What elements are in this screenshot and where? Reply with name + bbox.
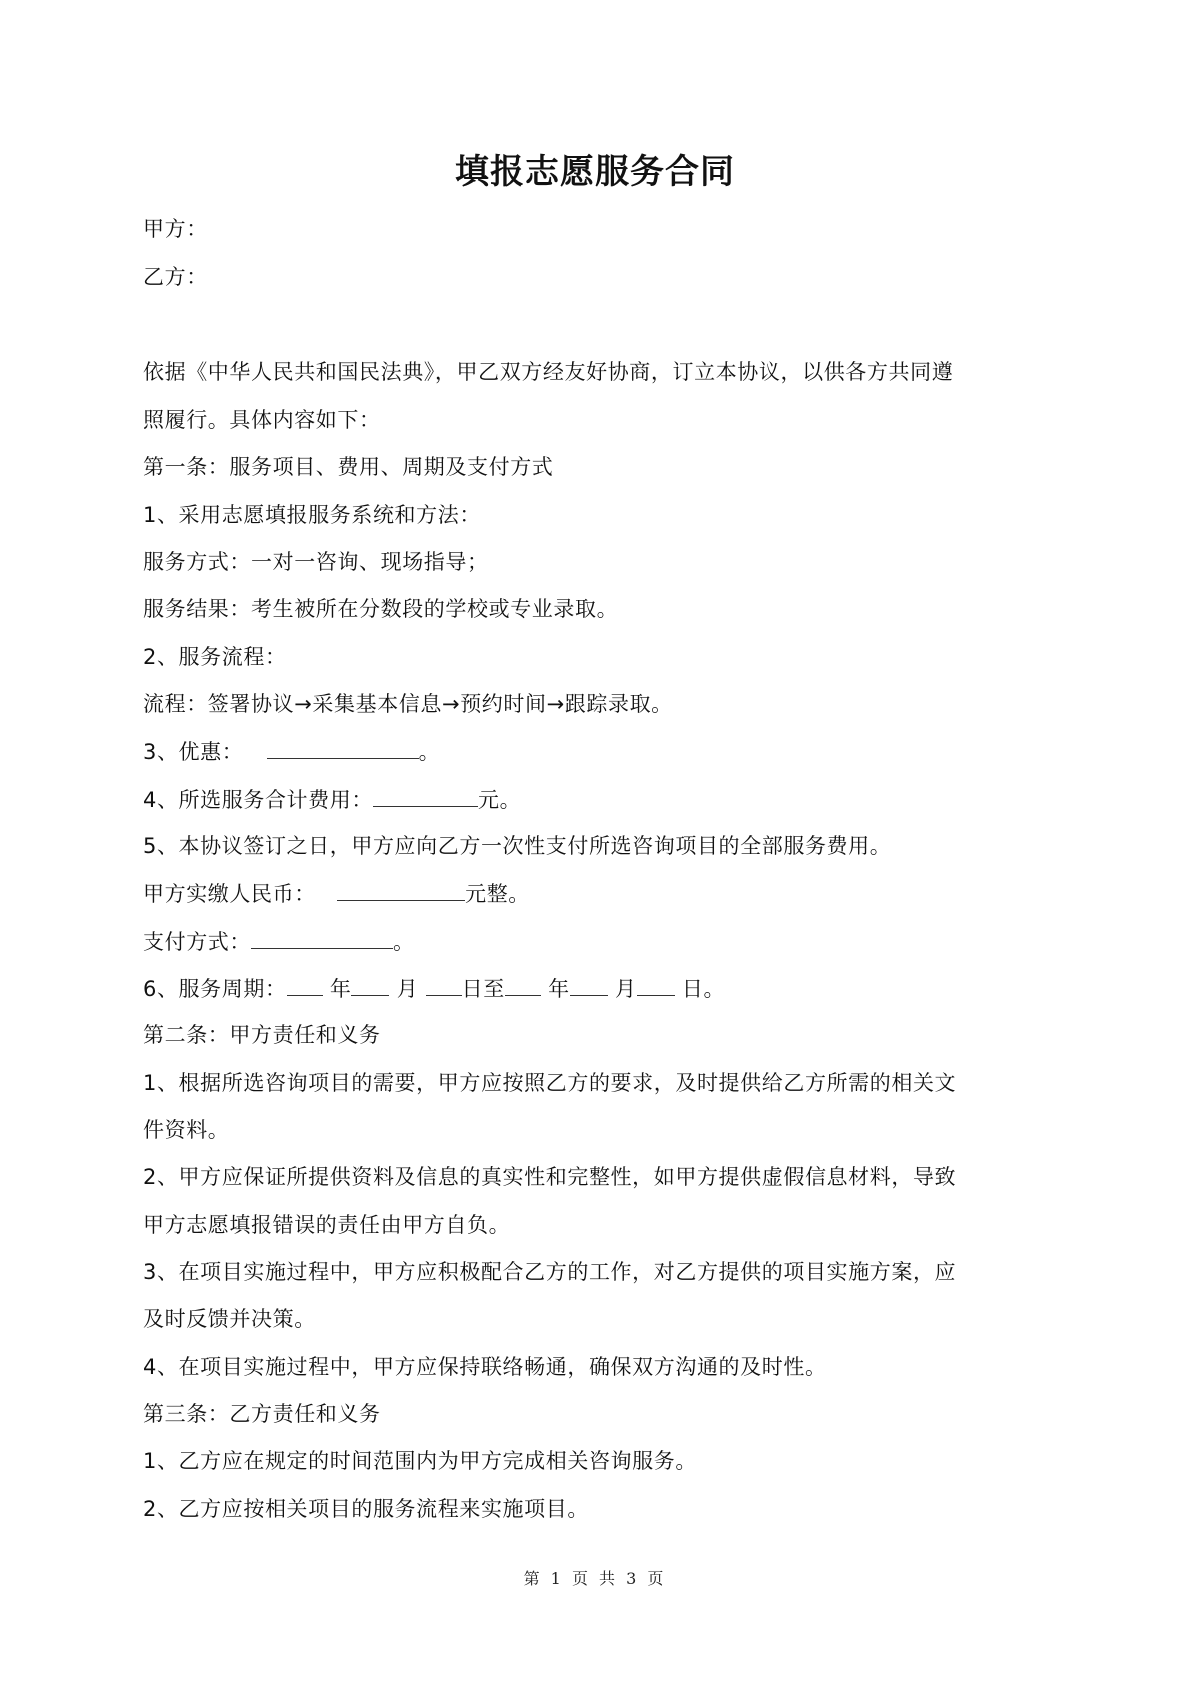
- total-fee-line: [143, 784, 521, 815]
- payment-method-label: 支付方式：: [143, 930, 251, 954]
- day-to-label: 日至: [461, 977, 505, 1001]
- service-method: 服务方式：一对一咨询、现场指导；: [143, 550, 489, 574]
- article1-item5: 5、本协议签订之日，甲方应向乙方一次性支付所选咨询项目的全部服务费用。: [143, 834, 892, 858]
- discount-end: 。: [418, 740, 441, 764]
- article3-heading: 第三条：乙方责任和义务: [143, 1402, 381, 1426]
- paid-amount-blank[interactable]: [337, 878, 465, 901]
- day-label: 日。: [681, 977, 726, 1001]
- end-year-blank[interactable]: [505, 973, 541, 996]
- service-period-label: 6、服务周期：: [143, 977, 287, 1001]
- article2-item1-line1: 1、根据所选咨询项目的需要，甲方应按照乙方的要求，及时提供给乙方所需的相关文: [143, 1071, 957, 1095]
- service-result: 服务结果：考生被所在分数段的学校或专业录取。: [143, 597, 619, 621]
- party-a-line: 甲方：: [143, 217, 208, 241]
- paid-amount-line: [143, 878, 530, 909]
- discount-line: [143, 736, 440, 767]
- service-period-line: [143, 973, 725, 1004]
- payment-method-blank[interactable]: [251, 926, 393, 949]
- intro-line-1: 依据《中华人民共和国民法典》，甲乙双方经友好协商，订立本协议，以供各方共同遵: [143, 360, 954, 384]
- month-label: 月: [396, 977, 419, 1001]
- total-fee-blank[interactable]: [373, 784, 478, 807]
- end-month-blank[interactable]: [570, 973, 608, 996]
- intro-line-2: 照履行。具体内容如下：: [143, 408, 381, 432]
- party-b-line: 乙方：: [143, 265, 208, 289]
- article2-item4: 4、在项目实施过程中，甲方应保持联络畅通，确保双方沟通的及时性。: [143, 1355, 827, 1379]
- start-day-blank[interactable]: [426, 973, 462, 996]
- article2-item1-line2: 件资料。: [143, 1118, 230, 1142]
- discount-label: 3、优惠：: [143, 740, 244, 764]
- article3-item1: 1、乙方应在规定的时间范围内为甲方完成相关咨询服务。: [143, 1449, 697, 1473]
- payment-method-line: [143, 926, 415, 957]
- end-day-blank[interactable]: [637, 973, 675, 996]
- article2-item3-line2: 及时反馈并决策。: [143, 1307, 316, 1331]
- page-number: 第 1 页 共 3 页: [523, 1569, 667, 1588]
- paid-amount-label: 甲方实缴人民币：: [143, 882, 316, 906]
- article1-heading: 第一条：服务项目、费用、周期及支付方式: [143, 455, 554, 479]
- article2-item2-line1: 2、甲方应保证所提供资料及信息的真实性和完整性，如甲方提供虚假信息材料，导致: [143, 1165, 957, 1189]
- discount-blank[interactable]: [267, 736, 419, 759]
- paid-amount-end: 元整。: [465, 882, 530, 906]
- article2-item2-line2: 甲方志愿填报错误的责任由甲方自负。: [143, 1213, 511, 1237]
- payment-method-end: 。: [393, 930, 415, 954]
- start-month-blank[interactable]: [351, 973, 389, 996]
- article1-item2: 2、服务流程：: [143, 645, 287, 669]
- year-label: 年: [548, 977, 570, 1001]
- month-label: 月: [615, 977, 637, 1001]
- article2-item3-line1: 3、在项目实施过程中，甲方应积极配合乙方的工作，对乙方提供的项目实施方案，应: [143, 1260, 957, 1284]
- article1-item1: 1、采用志愿填报服务系统和方法：: [143, 503, 481, 527]
- document-title: 填报志愿服务合同: [455, 152, 735, 192]
- service-process: 流程：签署协议→采集基本信息→预约时间→跟踪录取。: [143, 692, 673, 716]
- total-fee-label: 4、所选服务合计费用：: [143, 788, 373, 812]
- article2-heading: 第二条：甲方责任和义务: [143, 1023, 381, 1047]
- start-year-blank[interactable]: [287, 973, 323, 996]
- year-label: 年: [329, 977, 352, 1001]
- total-fee-end: 元。: [477, 788, 522, 812]
- article3-item2: 2、乙方应按相关项目的服务流程来实施项目。: [143, 1497, 589, 1521]
